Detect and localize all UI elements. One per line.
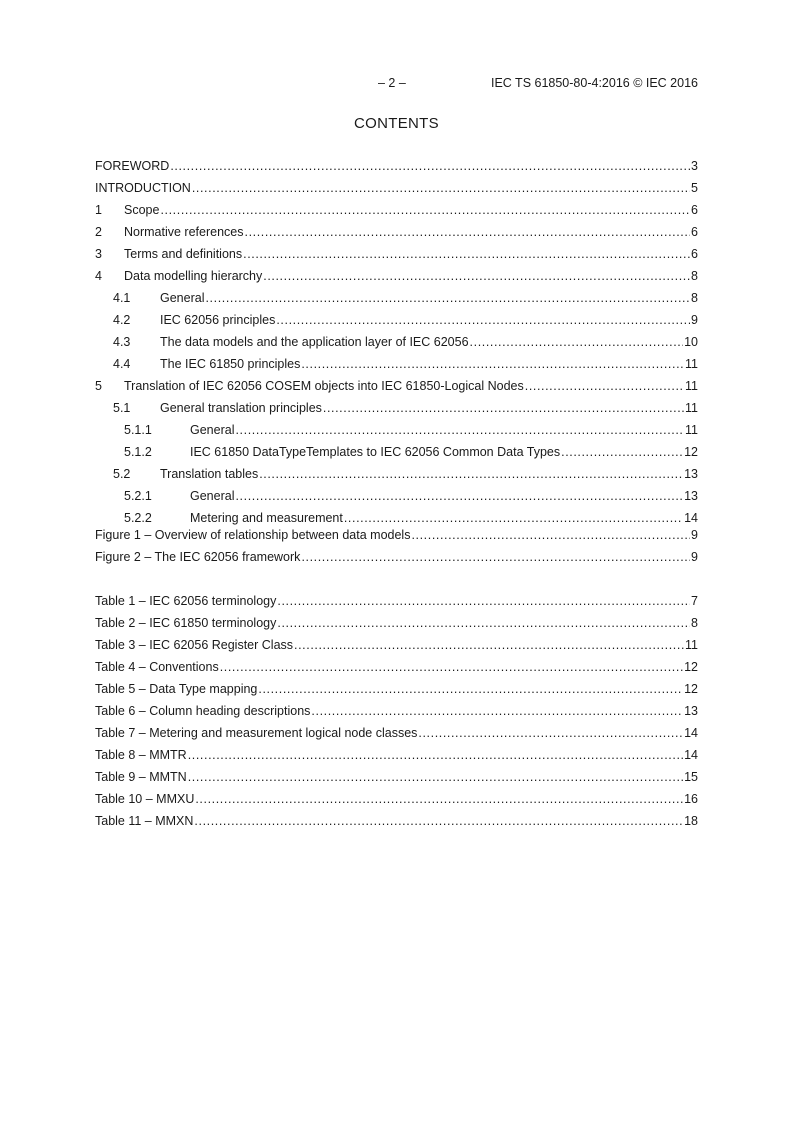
toc-entry-text: FOREWORD xyxy=(95,159,170,173)
toc-entry-text: Translation of IEC 62056 COSEM objects into IEC 61850-Logical Nodes xyxy=(124,379,524,393)
toc-entry-text: INTRODUCTION xyxy=(95,181,191,195)
table-entry-text: Table 5 – Data Type mapping xyxy=(95,682,258,696)
table-entry-text: Table 3 – IEC 62056 Register Class xyxy=(95,638,294,652)
toc-entry-5-2[interactable] xyxy=(95,463,698,485)
dot-leader xyxy=(245,221,691,243)
toc-entry-number: 5.1.1 xyxy=(124,423,152,437)
toc-entry-number: 4.1 xyxy=(113,291,131,305)
table-entry-4[interactable] xyxy=(95,656,698,678)
toc-entry-number: 5.1.2 xyxy=(124,445,152,459)
table-entry-page: 14 xyxy=(684,748,698,762)
figure-entry-2[interactable] xyxy=(95,546,698,568)
table-entry-text: Table 8 – MMTR xyxy=(95,748,187,762)
toc-entry-page: 13 xyxy=(684,467,698,481)
toc-entry-page: 14 xyxy=(684,511,698,525)
toc-entry-page: 11 xyxy=(685,357,698,371)
dot-leader xyxy=(188,766,683,788)
dot-leader xyxy=(195,788,683,810)
toc-entry-number: 4.3 xyxy=(113,335,131,349)
dot-leader xyxy=(170,155,690,177)
toc-entry-number: 5 xyxy=(95,379,102,393)
table-entry-text: Table 9 – MMTN xyxy=(95,770,187,784)
table-entry-page: 16 xyxy=(684,792,698,806)
dot-leader xyxy=(205,287,690,309)
toc-entry-number: 5.2 xyxy=(113,467,131,481)
table-entry-6[interactable] xyxy=(95,700,698,722)
figure-entry-text: Figure 1 – Overview of relationship between data models xyxy=(95,528,411,542)
dot-leader xyxy=(323,397,684,419)
toc-entry-4-2[interactable] xyxy=(95,309,698,331)
table-entry-7[interactable] xyxy=(95,722,698,744)
table-entry-1[interactable] xyxy=(95,590,698,612)
toc-entry-page: 5 xyxy=(691,181,698,195)
toc-entry-page: 9 xyxy=(691,313,698,327)
toc-entry-4-3[interactable] xyxy=(95,331,698,353)
toc-entry-number: 5.1 xyxy=(113,401,131,415)
toc-entry-page: 11 xyxy=(685,379,698,393)
table-entry-3[interactable] xyxy=(95,634,698,656)
dot-leader xyxy=(277,590,690,612)
toc-entry-4[interactable] xyxy=(95,265,698,287)
toc-entry-4-4[interactable] xyxy=(95,353,698,375)
toc-entry-page: 6 xyxy=(691,203,698,217)
toc-entry-number: 4.2 xyxy=(113,313,131,327)
dot-leader xyxy=(561,441,683,463)
table-entry-page: 13 xyxy=(684,704,698,718)
table-entry-text: Table 7 – Metering and measurement logical node classes xyxy=(95,726,418,740)
page-title: CONTENTS xyxy=(354,115,439,132)
dot-leader xyxy=(243,243,690,265)
toc-entry-number: 5.2.2 xyxy=(124,511,152,525)
toc-entry-text: General xyxy=(160,291,205,305)
table-entry-page: 15 xyxy=(684,770,698,784)
toc-entry-page: 8 xyxy=(691,269,698,283)
dot-leader xyxy=(259,463,683,485)
toc-entry-5-1-2[interactable] xyxy=(95,441,698,463)
list-of-figures xyxy=(95,524,698,568)
page-number: – 2 – xyxy=(378,76,406,90)
figure-entry-page: 9 xyxy=(691,528,698,542)
toc-entry-page: 3 xyxy=(691,159,698,173)
dot-leader xyxy=(220,656,683,678)
dot-leader xyxy=(470,331,684,353)
dot-leader xyxy=(277,612,690,634)
table-entry-text: Table 10 – MMXU xyxy=(95,792,195,806)
toc-entry-page: 12 xyxy=(684,445,698,459)
toc-entry-5-2-1[interactable] xyxy=(95,485,698,507)
toc-entry-introduction[interactable] xyxy=(95,177,698,199)
dot-leader xyxy=(301,546,690,568)
dot-leader xyxy=(411,524,690,546)
table-entry-text: Table 6 – Column heading descriptions xyxy=(95,704,311,718)
dot-leader xyxy=(418,722,683,744)
table-entry-10[interactable] xyxy=(95,788,698,810)
toc-entry-text: Data modelling hierarchy xyxy=(124,269,263,283)
dot-leader xyxy=(294,634,684,656)
dot-leader xyxy=(525,375,684,397)
table-entry-5[interactable] xyxy=(95,678,698,700)
toc-entry-number: 2 xyxy=(95,225,102,239)
dot-leader xyxy=(192,177,690,199)
table-entry-2[interactable] xyxy=(95,612,698,634)
table-entry-page: 7 xyxy=(691,594,698,608)
toc-entry-4-1[interactable] xyxy=(95,287,698,309)
dot-leader xyxy=(235,485,683,507)
toc-entry-5-1-1[interactable] xyxy=(95,419,698,441)
table-entry-page: 11 xyxy=(685,638,698,652)
dot-leader xyxy=(276,309,690,331)
toc-entry-number: 4 xyxy=(95,269,102,283)
dot-leader xyxy=(258,678,683,700)
toc-entry-text: IEC 61850 DataTypeTemplates to IEC 62056 Common Data Types xyxy=(190,445,561,459)
toc-entry-5-1[interactable] xyxy=(95,397,698,419)
table-entry-text: Table 4 – Conventions xyxy=(95,660,219,674)
toc-entry-text: Translation tables xyxy=(160,467,259,481)
table-entry-9[interactable] xyxy=(95,766,698,788)
toc-entry-number: 5.2.1 xyxy=(124,489,152,503)
list-of-tables xyxy=(95,590,698,832)
toc-entry-1[interactable] xyxy=(95,199,698,221)
toc-entry-number: 3 xyxy=(95,247,102,261)
table-entry-text: Table 1 – IEC 62056 terminology xyxy=(95,594,277,608)
toc-entry-page: 8 xyxy=(691,291,698,305)
table-entry-page: 18 xyxy=(684,814,698,828)
toc-entry-text: Normative references xyxy=(124,225,244,239)
figure-entry-1[interactable] xyxy=(95,524,698,546)
table-of-contents xyxy=(95,155,698,529)
figure-entry-text: Figure 2 – The IEC 62056 framework xyxy=(95,550,301,564)
dot-leader xyxy=(194,810,683,832)
document-reference: IEC TS 61850-80-4:2016 © IEC 2016 xyxy=(490,76,698,90)
toc-entry-text: General xyxy=(190,489,235,503)
table-entry-text: Table 2 – IEC 61850 terminology xyxy=(95,616,277,630)
dot-leader xyxy=(188,744,683,766)
toc-entry-foreword[interactable] xyxy=(95,155,698,177)
toc-entry-number: 1 xyxy=(95,203,102,217)
toc-entry-page: 11 xyxy=(685,423,698,437)
toc-entry-2[interactable] xyxy=(95,221,698,243)
dot-leader xyxy=(301,353,684,375)
toc-entry-page: 6 xyxy=(691,247,698,261)
table-entry-page: 14 xyxy=(684,726,698,740)
dot-leader xyxy=(235,419,684,441)
toc-entry-text: The IEC 61850 principles xyxy=(160,357,301,371)
toc-entry-text: General translation principles xyxy=(160,401,322,415)
toc-entry-page: 6 xyxy=(691,225,698,239)
toc-entry-number: 4.4 xyxy=(113,357,131,371)
table-entry-page: 8 xyxy=(691,616,698,630)
toc-entry-page: 13 xyxy=(684,489,698,503)
dot-leader xyxy=(160,199,690,221)
toc-entry-page: 11 xyxy=(685,401,698,415)
table-entry-8[interactable] xyxy=(95,744,698,766)
table-entry-page: 12 xyxy=(684,660,698,674)
dot-leader xyxy=(311,700,683,722)
table-entry-11[interactable] xyxy=(95,810,698,832)
toc-entry-text: IEC 62056 principles xyxy=(160,313,276,327)
toc-entry-page: 10 xyxy=(684,335,698,349)
figure-entry-page: 9 xyxy=(691,550,698,564)
toc-entry-text: Terms and definitions xyxy=(124,247,243,261)
toc-entry-5[interactable] xyxy=(95,375,698,397)
toc-entry-text: Scope xyxy=(124,203,160,217)
table-entry-page: 12 xyxy=(684,682,698,696)
table-entry-text: Table 11 – MMXN xyxy=(95,814,194,828)
toc-entry-text: Metering and measurement xyxy=(190,511,343,525)
toc-entry-text: General xyxy=(190,423,235,437)
dot-leader xyxy=(263,265,690,287)
toc-entry-3[interactable] xyxy=(95,243,698,265)
toc-entry-text: The data models and the application layer of IEC 62056 xyxy=(160,335,469,349)
